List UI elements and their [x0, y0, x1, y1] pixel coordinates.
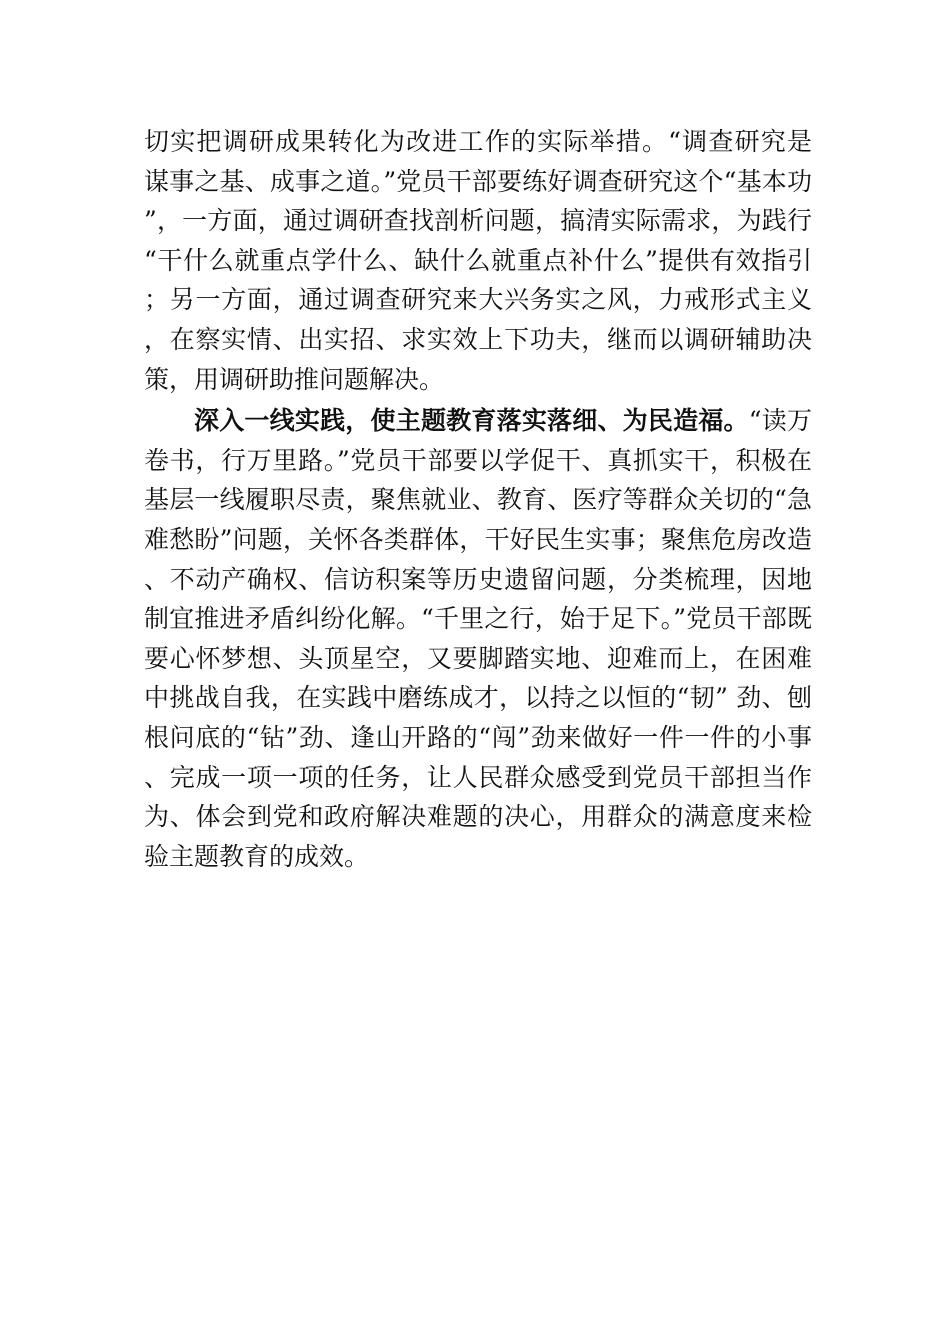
paragraph-research: 切实把调研成果转化为改进工作的实际举措。“调查研究是 谋事之基、成事之道。”党员干部要练好调查研究这个“基本功”，一方面，通过调研查找剖析问题，搞清实际需求，为践行“干什么就重点学什么、缺什么就重点补什么”提供有效指引；另一方面，通过调查研究来大兴务实之风，力戒形式主义，在察实情、出实招、求实效上下功夫，继而以调研辅助决策，用调研助推问题解决。 [144, 127, 812, 394]
paragraph-practice [144, 401, 812, 876]
paragraph-body-practice: “读万卷书，行万里路。”党员干部要以学促干、真抓实干，积极在基层一线履职尽责，聚焦就业、教育、医疗等群众关切的“急难愁盼”问题，关怀各类群体，干好民生实事；聚焦危房改造、不动产确权、信访积案等历史遗留问题，分类梳理，因地制宜推进矛盾纠纷化解。“千里之行，始于足下。”党员干部既要心怀梦想、头顶星空，又要脚踏实地、迎难而上，在困难中挑战自我，在实践中磨练成才，以持之以恒的“韧” 劲、刨根问底的“钻”劲、逢山开路的“闯”劲来做好一件一件的小事、完成一项一项的任务，让人民群众感受到党员干部担当作为、体会到党和政府解决难题的决心，用群众的满意度来检验主题教育的成效。 [144, 406, 812, 871]
document-body [144, 122, 812, 876]
paragraph-heading-practice: 深入一线实践，使主题教育落实落细、为民造福。 [194, 406, 749, 436]
